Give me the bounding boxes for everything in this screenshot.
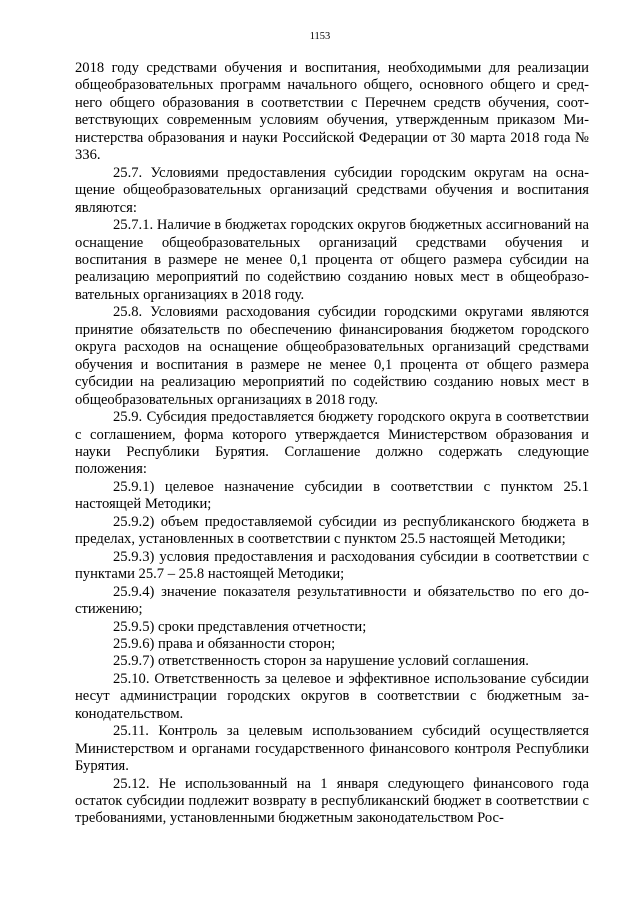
paragraph-25-12: 25.12. Не использованный на 1 января следующего финансового года остаток субсидии подлежит возврату в республиканский бюджет в соответствии с требованиями, установленными бюджетным законодательством Рос- [75,775,589,827]
paragraph-25-7-1: 25.7.1. Наличие в бюджетах городских округов бюджетных ассигнований на оснащение общеобразовательных организаций средствами обучения и воспитания в размере не менее 0,1 процента от общего размера субсидии на реализацию мероприятий по содействию созданию новых мест в общеобразовательных организациях в 2018 году. [75,217,589,303]
document-body [75,60,589,828]
paragraph-25-9-3: 25.9.3) условия предоставления и расходования субсидии в соответствии с пунктами 25.7 – 25.8 настоящей Методики; [75,548,589,583]
paragraph-25-9-2: 25.9.2) объем предоставляемой субсидии из республиканского бюджета в пределах, установленных в соответствии с пунктом 25.5 настоящей Методики; [75,513,589,548]
paragraph-25-10: 25.10. Ответственность за целевое и эффективное использование субсидии несут администрации городских округов в соответствии с бюджетным законодательством. [75,670,589,722]
paragraph-25-9-7: 25.9.7) ответственность сторон за нарушение условий соглашения. [113,653,529,670]
paragraph-25-7: 25.7. Условиями предоставления субсидии городским округам на оснащение общеобразовательных организаций средствами обучения и воспитания являются: [75,164,589,216]
paragraph-25-9: 25.9. Субсидия предоставляется бюджету городского округа в соответствии с соглашением, форма которого утверждается Министерством образования и науки Республики Бурятия. Соглашение должно содержать следующие положения: [75,409,589,478]
paragraph-25-11: 25.11. Контроль за целевым использованием субсидий осуществляется Министерством и органами государственного финансового контроля Республики Бурятия. [75,723,589,775]
paragraph-25-9-1: 25.9.1) целевое назначение субсидии в соответствии с пунктом 25.1 настоящей Методики; [75,478,589,513]
paragraph-continuation: 2018 году средствами обучения и воспитания, необходимыми для реализации общеобразовательных программ начального общего, основного общего и среднего общего образования в соответствии с Перечнем средств обучения, соответствующих современным условиям обучения, утвержденным приказом Министерства образования и науки Российской Федерации от 30 марта 2018 года № 336. [75,60,589,164]
paragraph-25-8: 25.8. Условиями расходования субсидии городскими округами являются принятие обязательств по обеспечению финансирования бюджетом городского округа расходов на оснащение общеобразовательных организаций средствами обучения и воспитания в размере не менее 0,1 процента от общего размера субсидии на реализацию мероприятий по содействию созданию новых мест в общеобразовательных организациях в 2018 году. [75,304,589,408]
page-number: 1153 [309,31,331,42]
paragraph-25-9-5: 25.9.5) сроки представления отчетности; [113,618,367,635]
paragraph-25-9-4: 25.9.4) значение показателя результативности и обязательство по его достижению; [75,583,589,618]
paragraph-25-9-6: 25.9.6) права и обязанности сторон; [113,635,336,652]
